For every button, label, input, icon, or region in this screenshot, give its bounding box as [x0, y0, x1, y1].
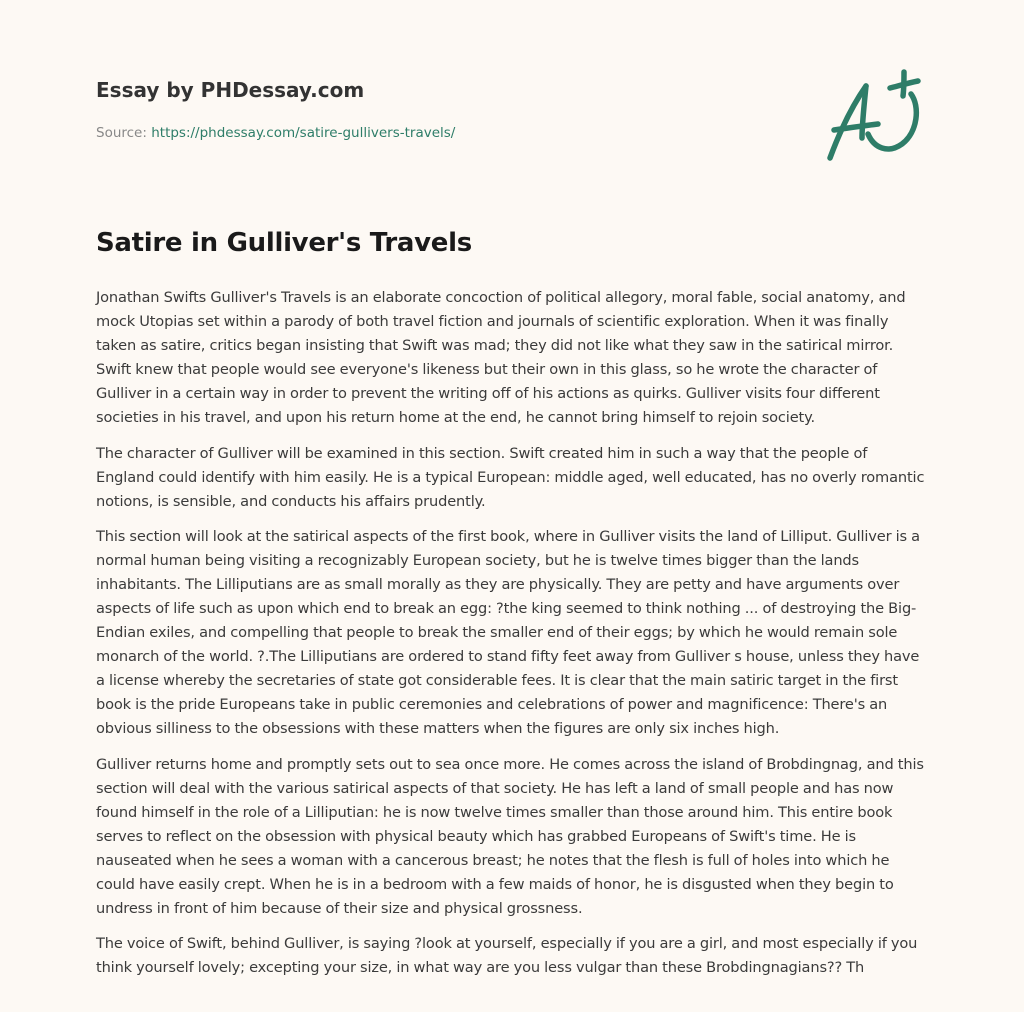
article-paragraph: Jonathan Swifts Gulliver's Travels is an elaborate concoction of political allegory, moral fable, social anatomy, and mock Utopias set within a parody of both travel fiction and journals of scientific exploration. When it was finally taken as satire, critics began insisting that Swift was mad; they did not like what they saw in the satirical mirror. Swift knew that people would see everyone's likeness but their own in this glass, so he wrote the character of Gulliver in a certain way in order to prevent the writing off of his actions as quirks. Gulliver visits four different societies in his travel, and upon his return home at the end, he cannot bring himself to rejoin society. [96, 289, 906, 426]
article-body [96, 286, 928, 992]
article-title: Satire in Gulliver's Travels [96, 228, 472, 258]
source-line [96, 124, 796, 142]
source-link[interactable]: https://phdessay.com/satire-gullivers-travels/ [151, 125, 456, 141]
site-title: Essay by PHDessay.com [96, 78, 365, 102]
article-paragraph: The voice of Swift, behind Gulliver, is saying ?look at yourself, especially if you are a girl, and most especially if you think yourself lovely; excepting your size, in what way are you less vulgar than these Brobdingnagians?? Th [96, 935, 918, 976]
source-label: Source: [96, 125, 152, 141]
article-paragraph: Gulliver returns home and promptly sets out to sea once more. He comes across the island of Brobdingnag, and this section will deal with the various satirical aspects of that society. He has left a land of small people and has now found himself in the role of a Lilliputian: he is now twelve times smaller than those around him. This entire book serves to reflect on the obsession with physical beauty which has grabbed Europeans of Swift's time. He is nauseated when he sees a woman with a cancerous breast; he notes that the flesh is full of holes into which he could have easily crept. When he is in a bedroom with a few maids of honor, he is disgusted when they begin to undress in front of him because of their size and physical grossness. [96, 755, 924, 917]
article-paragraph: The character of Gulliver will be examined in this section. Swift created him in such a way that the people of England could identify with him easily. He is a typical European: middle aged, well educated, has no overly romantic notions, is sensible, and conducts his affairs prudently. [96, 444, 925, 510]
a-plus-grade-icon [820, 66, 930, 166]
page-header [96, 76, 796, 142]
article-paragraph: This section will look at the satirical aspects of the first book, where in Gulliver visits the land of Lilliput. Gulliver is a normal human being visiting a recognizably European society, but he is twelve times bigger than the lands inhabitants. The Lilliputians are as small morally as they are physically. They are petty and have arguments over aspects of life such as upon which end to break an egg: ?the king seemed to think nothing ... of destroying the Big-Endian exiles, and compelling that people to break the smaller end of their eggs; by which he would remain sole monarch of the world. ?.The Lilliputians are ordered to stand fifty feet away from Gulliver s house, unless they have a license whereby the secretaries of state got considerable fees. It is clear that the main satiric target in the first book is the pride Europeans take in public ceremonies and celebrations of power and magnificence: There's an obvious silliness to the obsessions with these matters when the figures are only six inches high. [96, 528, 920, 737]
